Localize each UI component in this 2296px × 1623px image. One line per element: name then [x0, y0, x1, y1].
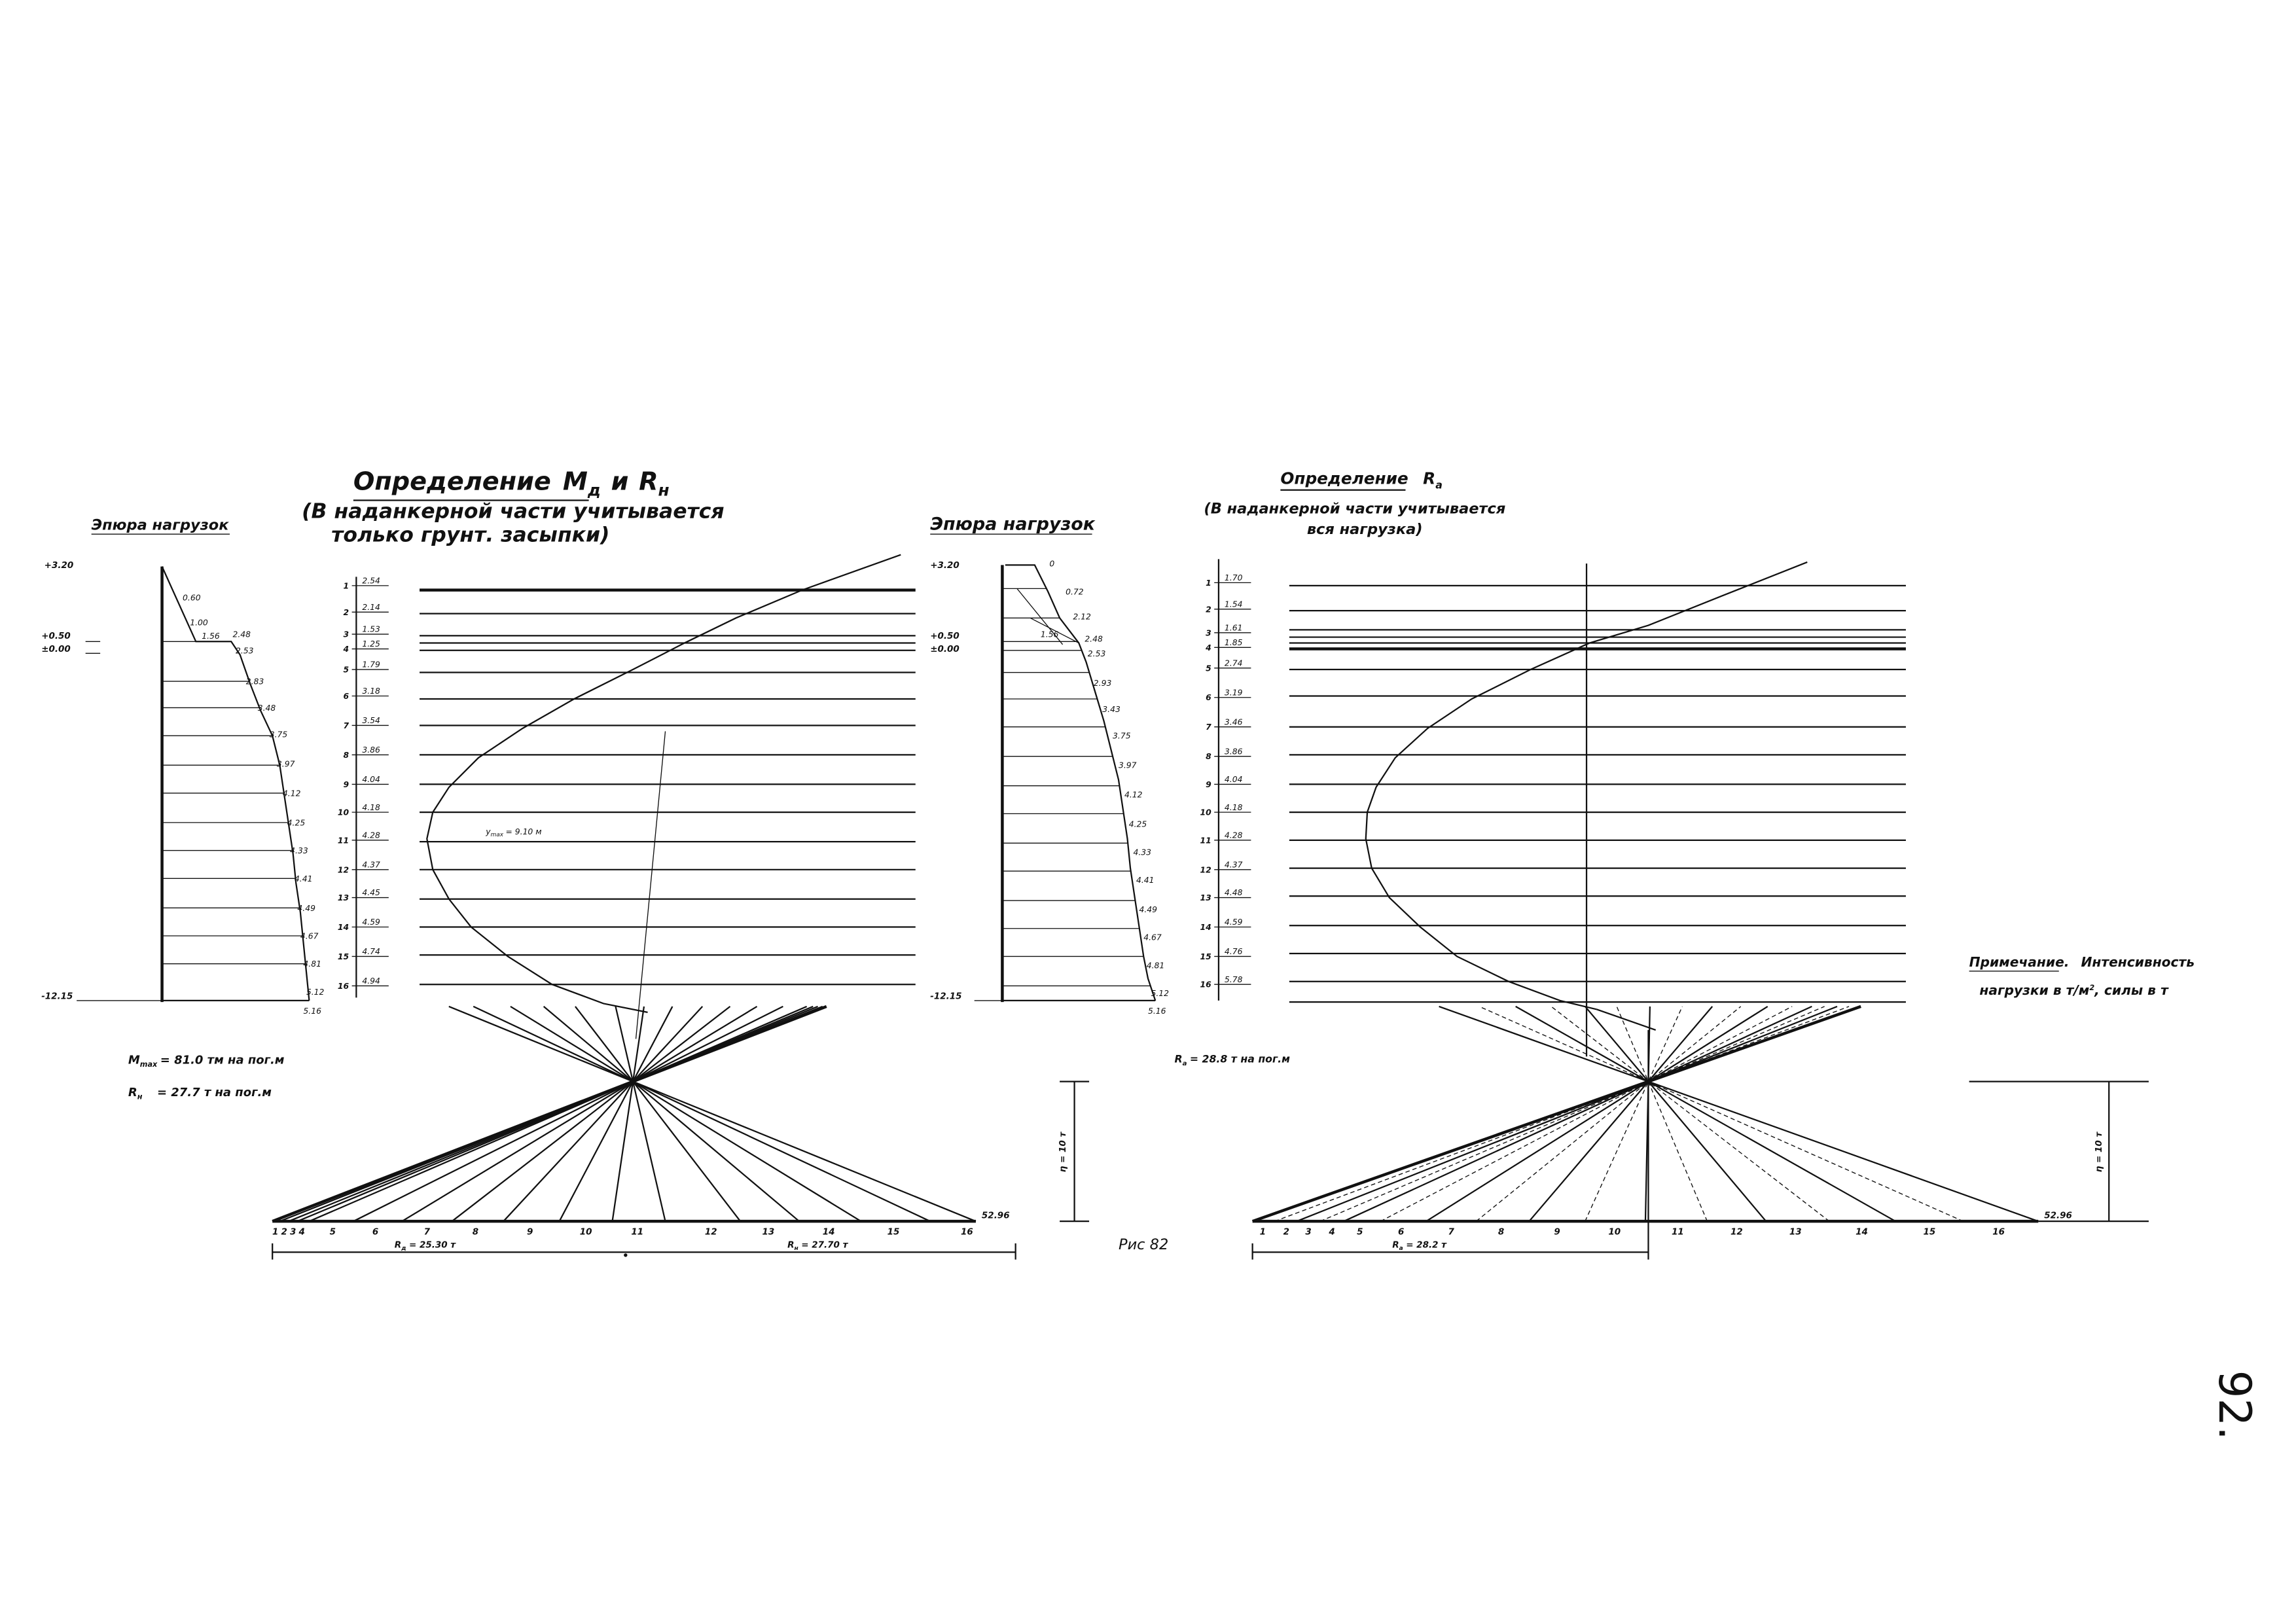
load-number: 4 — [298, 1226, 305, 1238]
right-note-line-2: вся нагрузка) — [1306, 521, 1423, 539]
section-number: 14 — [1200, 922, 1211, 932]
section-value: 4.74 — [362, 947, 380, 957]
load-number: 10 — [579, 1226, 592, 1238]
section-number: 11 — [1200, 836, 1211, 846]
elevation-label: +3.20 — [44, 560, 74, 571]
section-number: 8 — [343, 750, 350, 760]
r-d-symbol: R — [394, 1240, 402, 1251]
elevation-label: +0.50 — [930, 630, 960, 641]
m-max-label — [128, 1054, 285, 1069]
section-value: 1.79 — [362, 660, 380, 669]
section-number: 15 — [1200, 952, 1211, 961]
r-d-dimension-label — [395, 1240, 456, 1252]
load-value-label: 4.49 — [1139, 905, 1158, 915]
force-ray-line — [560, 1007, 673, 1221]
load-value-label: 4.33 — [290, 846, 308, 856]
right-note-line-1: (В наданкерной части учитывается — [1204, 500, 1506, 518]
section-value: 4.28 — [1224, 830, 1243, 840]
force-ray-line — [353, 1007, 783, 1221]
load-number: 15 — [887, 1226, 900, 1238]
r-a-dim-symbol: R — [1392, 1240, 1399, 1251]
section-value: 1.25 — [362, 639, 380, 649]
r-a-dimension-label — [1392, 1240, 1447, 1252]
section-number: 8 — [1206, 752, 1211, 762]
right-force-polygon — [1253, 1007, 2072, 1238]
section-number: 4 — [1206, 643, 1211, 652]
section-number: 5 — [1206, 664, 1211, 673]
load-outline — [1005, 565, 1155, 1001]
force-ray-line — [309, 1007, 806, 1221]
load-value-label: 4.67 — [1143, 933, 1162, 942]
load-value-label: 3.43 — [1102, 705, 1121, 715]
r-d-subscript: д — [401, 1245, 406, 1253]
section-number: 3 — [1206, 628, 1211, 638]
right-sections-column — [1200, 559, 1905, 1002]
force-ray-line — [1617, 1007, 1707, 1221]
load-number: 11 — [1672, 1226, 1684, 1238]
load-number: 16 — [1992, 1226, 2005, 1238]
load-value-label: 1.56 — [202, 631, 220, 641]
title-word: Определение — [353, 467, 551, 497]
section-value: 4.76 — [1224, 947, 1243, 957]
load-value-label: 4.25 — [287, 818, 306, 828]
section-number: 9 — [1206, 779, 1211, 789]
title-word: Определение — [1280, 469, 1408, 488]
load-number: 14 — [822, 1226, 835, 1238]
left-note-line-1: (В наданкерной части учитывается — [302, 499, 725, 524]
section-value: 4.37 — [362, 860, 380, 870]
load-number: 9 — [526, 1226, 533, 1238]
section-number: 13 — [1200, 893, 1211, 903]
section-value: 1.85 — [1224, 637, 1243, 647]
note-text: Интенсивность — [2081, 954, 2195, 971]
load-number: 13 — [762, 1226, 775, 1238]
left-note-line-2: только грунт. засыпки) — [331, 523, 610, 547]
note-line-2 — [1979, 982, 2169, 998]
section-value: 4.59 — [362, 918, 380, 927]
section-number: 11 — [337, 836, 350, 846]
right-title — [1280, 469, 1442, 491]
page-number: 92. — [2208, 1370, 2261, 1440]
note-units-superscript: 2 — [2089, 984, 2095, 993]
y-max-label — [485, 827, 541, 838]
left-title — [353, 468, 670, 500]
section-value: 3.86 — [362, 745, 380, 755]
section-value: 4.04 — [1224, 775, 1243, 785]
section-value: 1.54 — [1224, 599, 1243, 609]
right-pole-distance-label: η = 10 т — [2093, 1132, 2104, 1173]
load-number: 9 — [1554, 1226, 1560, 1238]
section-value: 4.45 — [362, 888, 380, 898]
load-number: 12 — [1730, 1226, 1743, 1238]
section-value: 4.28 — [362, 830, 380, 840]
left-funicular-curve — [427, 555, 901, 1039]
section-value: 2.74 — [1224, 658, 1243, 668]
load-number: 2 — [1283, 1226, 1290, 1238]
moment-subscript: д — [587, 480, 601, 500]
section-value: 3.46 — [1224, 717, 1243, 727]
figure-caption: Рис 82 — [1119, 1236, 1169, 1253]
load-number: 11 — [631, 1226, 644, 1238]
note-units-rest: , силы в т — [2094, 982, 2168, 998]
pole-point — [631, 1079, 635, 1083]
load-value-label: 3.97 — [1119, 760, 1137, 770]
r-a-symbol: R — [1174, 1052, 1183, 1065]
end-value-label: 52.96 — [981, 1210, 1010, 1221]
section-number: 4 — [343, 645, 350, 654]
elevation-label: ±0.00 — [41, 644, 71, 655]
elevation-label: -12.15 — [41, 991, 73, 1002]
load-number: 3 — [1305, 1226, 1312, 1238]
force-ray-line — [452, 1007, 730, 1221]
r-n-dim-subscript: н — [794, 1245, 798, 1253]
note-units: нагрузки в т/м — [1979, 982, 2090, 998]
section-number: 2 — [343, 607, 350, 617]
force-ray-line — [473, 1007, 930, 1221]
section-value: 4.37 — [1224, 860, 1243, 870]
force-ray-line — [1344, 1007, 1812, 1221]
force-ray-line — [1479, 1007, 1963, 1221]
load-value-label: 3.48 — [257, 703, 276, 713]
curve-closing-segment — [1597, 1009, 1656, 1029]
r-a-dim-value: = 28.2 т — [1406, 1240, 1446, 1251]
load-value-label: 5.12 — [1151, 989, 1170, 999]
r-a-label — [1174, 1052, 1290, 1067]
dimension-mid-mark — [624, 1253, 627, 1257]
load-number: 15 — [1923, 1226, 1936, 1238]
force-ray-line — [544, 1007, 799, 1221]
section-value: 3.86 — [1224, 747, 1243, 757]
section-number: 14 — [337, 922, 350, 932]
load-value-label: 2.93 — [1093, 678, 1112, 688]
force-ray-line — [402, 1007, 757, 1221]
section-value: 4.18 — [362, 802, 380, 812]
load-value-label: 3.75 — [1113, 731, 1131, 741]
section-number: 13 — [337, 893, 350, 903]
r-a-dim-subscript: а — [1399, 1245, 1403, 1253]
r-n-value: = 27.7 т на пог.м — [156, 1086, 272, 1100]
m-max-subscript: max — [139, 1060, 158, 1069]
load-value-label: 4.49 — [297, 903, 315, 913]
load-value-label: 4.41 — [294, 874, 313, 883]
force-ray-line — [1551, 1007, 1829, 1221]
end-value-label: 52.96 — [2044, 1210, 2072, 1221]
elevation-label: +3.20 — [930, 560, 960, 571]
y-max-value: = 9.10 м — [505, 827, 542, 836]
load-number: 5 — [329, 1226, 336, 1238]
y-max-symbol: y — [486, 827, 491, 836]
r-n-symbol: R — [128, 1086, 137, 1100]
elevation-label: -12.15 — [930, 991, 962, 1002]
force-ray-line — [297, 1007, 813, 1221]
force-ray-line — [279, 1007, 822, 1221]
load-number: 3 — [289, 1226, 296, 1238]
section-number: 6 — [343, 691, 350, 701]
moment-symbol: M — [562, 467, 588, 497]
r-n-subscript: н — [137, 1092, 143, 1101]
section-number: 16 — [1200, 980, 1211, 990]
force-ray-line — [613, 1007, 644, 1221]
force-ray-line — [1297, 1007, 1837, 1221]
load-value-label: 4.25 — [1128, 819, 1147, 829]
section-value: 2.54 — [362, 576, 380, 586]
reaction-subscript: а — [1435, 478, 1443, 491]
reaction-symbol: R — [639, 467, 658, 497]
r-n-dim-value: = 27.70 т — [801, 1240, 848, 1251]
load-number: 7 — [1448, 1226, 1454, 1238]
load-value-label: 4.41 — [1136, 876, 1155, 885]
load-value-label: 1.00 — [190, 618, 208, 628]
load-number: 1 — [272, 1226, 279, 1238]
load-value-label: 2.53 — [1087, 649, 1106, 658]
r-a-subscript: а — [1182, 1060, 1187, 1067]
section-value: 3.54 — [362, 716, 380, 726]
load-value-label: 2.83 — [245, 677, 264, 687]
r-n-dimension-label — [787, 1240, 848, 1252]
section-number: 1 — [343, 581, 350, 591]
note-heading: Примечание. — [1969, 954, 2070, 971]
load-number: 12 — [704, 1226, 717, 1238]
r-d-value: = 25.30 т — [408, 1240, 456, 1251]
load-value-label: 2.12 — [1073, 612, 1091, 622]
load-number: 16 — [961, 1226, 973, 1238]
section-number: 12 — [337, 865, 350, 875]
middle-load-diagram — [930, 560, 1169, 1016]
force-ray-line — [1476, 1007, 1740, 1221]
section-value: 3.19 — [1224, 688, 1243, 698]
section-number: 15 — [337, 952, 350, 961]
reaction-symbol: R — [1423, 469, 1436, 488]
load-number: 2 — [281, 1226, 287, 1238]
force-ray-line — [503, 1007, 702, 1221]
section-number: 12 — [1200, 865, 1211, 875]
load-value-label: 2.53 — [235, 646, 254, 656]
section-value: 3.18 — [362, 687, 380, 696]
load-number: 1 — [1259, 1226, 1266, 1238]
left-sections-column — [338, 576, 916, 997]
load-value-label: 4.33 — [1133, 847, 1152, 857]
left-pole-distance-label: η = 10 т — [1058, 1132, 1069, 1173]
section-number: 7 — [1206, 722, 1211, 732]
load-value-label: 3.97 — [276, 759, 295, 769]
elevation-label: +0.50 — [41, 630, 71, 641]
section-number: 5 — [343, 665, 350, 675]
load-number: 13 — [1789, 1226, 1802, 1238]
note-line-1 — [1969, 954, 2195, 970]
force-ray-line — [1426, 1007, 1768, 1221]
load-number: 6 — [372, 1226, 379, 1238]
load-value-label: 4.12 — [1124, 790, 1143, 800]
load-value-label: 4.12 — [282, 789, 301, 798]
section-number: 3 — [343, 630, 350, 639]
section-value: 2.14 — [362, 602, 380, 612]
elevation-label: ±0.00 — [930, 644, 960, 655]
force-ray-line — [511, 1007, 861, 1221]
r-n-label — [128, 1086, 272, 1101]
load-value-label: 1.56 — [1040, 630, 1059, 639]
closing-line — [636, 731, 666, 1039]
load-number: 4 — [1329, 1226, 1335, 1238]
load-value-label: 2.48 — [1085, 634, 1103, 644]
section-value: 1.61 — [1224, 623, 1243, 633]
left-force-polygon — [272, 1007, 1010, 1238]
section-value: 4.04 — [362, 775, 380, 785]
m-max-value: = 81.0 тм на пог.м — [160, 1053, 285, 1067]
section-number: 6 — [1206, 693, 1211, 703]
reaction-subscript: н — [658, 480, 670, 500]
middle-load-diagram-title: Эпюра нагрузок — [930, 514, 1096, 535]
section-value: 5.78 — [1224, 974, 1243, 984]
section-value: 1.70 — [1224, 573, 1243, 582]
section-number: 9 — [343, 779, 350, 789]
load-value-label: 5.16 — [303, 1007, 321, 1016]
load-number: 8 — [472, 1226, 479, 1238]
load-number: 6 — [1398, 1226, 1405, 1238]
load-number: 14 — [1856, 1226, 1868, 1238]
section-number: 10 — [337, 808, 350, 817]
force-ray-line — [289, 1007, 818, 1221]
section-number: 7 — [343, 721, 350, 730]
load-value-label: 0.72 — [1066, 587, 1084, 597]
force-ray-line — [1274, 1007, 1849, 1221]
load-value-label: 3.75 — [269, 730, 288, 740]
section-number: 16 — [337, 981, 350, 991]
section-number: 2 — [1206, 605, 1211, 615]
force-ray-line — [449, 1007, 976, 1221]
section-number: 1 — [1206, 578, 1211, 588]
load-value-label: 5.12 — [306, 987, 325, 997]
load-value-label: 0 — [1049, 559, 1055, 569]
load-value-label: 4.81 — [303, 959, 321, 969]
section-value: 4.94 — [362, 976, 380, 986]
load-value-label: 5.16 — [1148, 1007, 1166, 1016]
r-n-dim-symbol: R — [787, 1240, 795, 1251]
load-value-label: 2.48 — [232, 630, 251, 639]
load-number: 7 — [423, 1226, 430, 1238]
right-funicular-curve — [1366, 562, 1808, 1056]
load-number: 10 — [1608, 1226, 1621, 1238]
load-value-label: 0.60 — [183, 593, 201, 603]
section-value: 4.48 — [1224, 888, 1243, 898]
r-a-value: = 28.8 т на пог.м — [1189, 1052, 1291, 1065]
left-load-diagram — [41, 560, 324, 1016]
load-value-label: 4.67 — [300, 931, 319, 941]
load-number: 5 — [1357, 1226, 1363, 1238]
left-load-diagram-title: Эпюра нагрузок — [91, 516, 229, 534]
y-max-subscript: max — [490, 832, 504, 839]
force-ray-line — [1585, 1007, 1683, 1221]
section-value: 4.59 — [1224, 918, 1243, 927]
section-value: 4.18 — [1224, 802, 1243, 812]
section-number: 10 — [1200, 808, 1211, 817]
load-value-label: 4.81 — [1146, 961, 1165, 971]
m-max-symbol: M — [128, 1053, 140, 1067]
load-number: 8 — [1498, 1226, 1505, 1238]
title-conjunction: и — [611, 467, 629, 497]
section-value: 1.53 — [362, 624, 380, 634]
